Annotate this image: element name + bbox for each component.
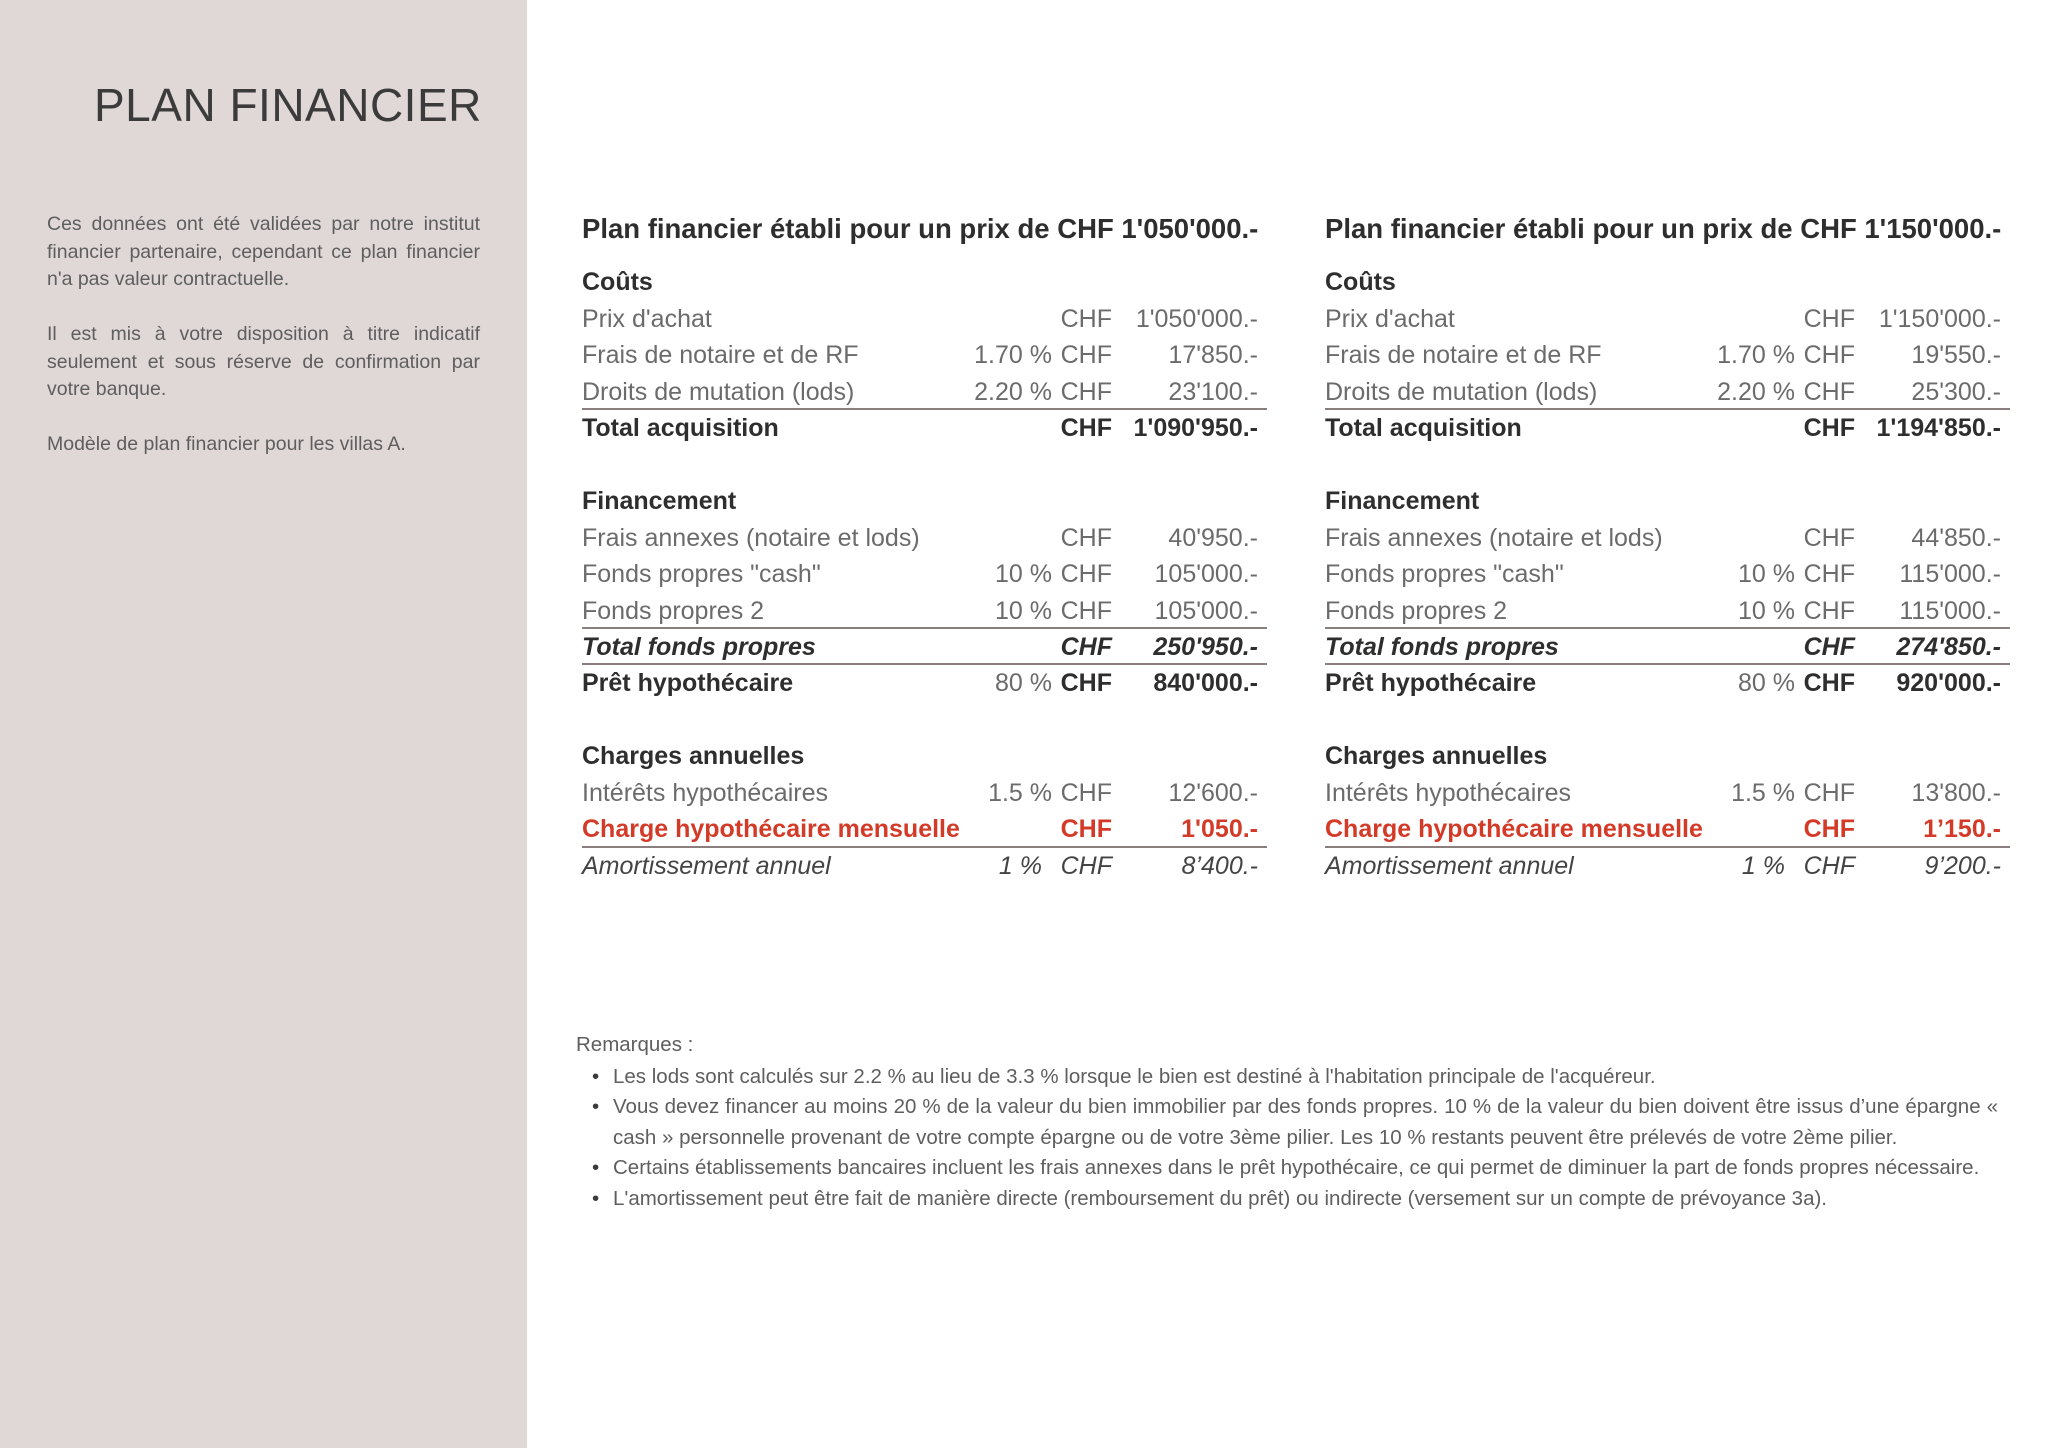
row-label: Frais de notaire et de RF [582,341,859,370]
row-prix-achat [1325,301,2010,338]
row-currency: CHF [1803,596,1855,625]
section-title-charges: Charges annuelles [1325,742,1548,771]
row-label: Fonds propres 2 [1325,596,1508,625]
remarks-list [576,1062,1998,1215]
row-percent: 10 % [995,596,1052,625]
row-label: Total acquisition [1325,413,1522,442]
row-amount: 250'950.- [1153,632,1258,661]
row-amount: 1'150'000.- [1878,304,2001,333]
row-percent: 2.20 % [974,377,1052,406]
row-charge-mensuelle [582,811,1267,847]
row-label: Frais annexes (notaire et lods) [582,523,920,552]
row-percent: 10 % [1738,596,1795,625]
row-droits-mutation [582,374,1267,410]
row-label: Frais annexes (notaire et lods) [1325,523,1663,552]
row-amortissement [582,848,1267,885]
financial-plan-2 [1325,210,2010,884]
row-label: Charge hypothécaire mensuelle [1325,815,1703,844]
row-fonds-propres-2 [1325,593,2010,629]
row-amount: 274'850.- [1896,632,2001,661]
row-charge-mensuelle [1325,811,2010,847]
row-currency: CHF [1803,815,1855,844]
row-label: Prêt hypothécaire [582,669,794,698]
remarks-title: Remarques : [576,1033,694,1056]
row-frais-notaire [1325,337,2010,374]
row-currency: CHF [1803,632,1855,661]
row-amount: 105'000.- [1154,560,1258,589]
row-currency: CHF [1803,778,1855,807]
row-currency: CHF [1803,523,1855,552]
row-currency: CHF [1803,413,1855,442]
row-prix-achat [582,301,1267,338]
row-label: Intérêts hypothécaires [582,778,828,807]
row-percent: 2.20 % [1717,377,1795,406]
list-item: • L'amortissement peut être fait de manière directe (remboursement du prêt) ou indirecte (versement sur un compte de prévoyance 3a). [576,1184,1998,1215]
section-title-charges: Charges annuelles [582,742,805,771]
section-title-couts: Coûts [582,268,653,296]
section-title-couts: Coûts [1325,268,1396,296]
spacer [582,446,1267,483]
row-percent: 1.5 % [1731,778,1795,807]
row-percent: 1 % [998,851,1042,880]
row-currency: CHF [1060,413,1112,442]
row-amortissement [1325,848,2010,885]
row-amount: 1'050'000.- [1135,304,1258,333]
row-currency: CHF [1060,815,1112,844]
row-currency: CHF [1060,304,1112,333]
row-currency: CHF [1803,669,1855,698]
plan-heading: Plan financier établi pour un prix de CHF 1'050'000.- [582,213,1259,244]
list-item: • Certains établissements bancaires incluent les frais annexes dans le prêt hypothécaire, ce qui permet de diminuer la part de fonds propres nécessaire. [576,1153,1998,1184]
row-amount: 840'000.- [1153,669,1258,698]
row-percent: 80 % [995,669,1052,698]
row-currency: CHF [1803,560,1855,589]
sidebar-disclaimer [47,211,480,486]
row-label: Prêt hypothécaire [1325,669,1537,698]
row-percent: 1.5 % [988,778,1052,807]
row-currency: CHF [1060,851,1112,880]
row-amount: 19'550.- [1911,341,2001,370]
spacer [582,702,1267,739]
row-label: Fonds propres "cash" [582,560,821,589]
row-droits-mutation [1325,374,2010,410]
row-amount: 8’400.- [1181,851,1258,880]
row-pret-hypothecaire [1325,665,2010,702]
row-label: Droits de mutation (lods) [582,377,855,406]
row-fonds-propres-cash [582,556,1267,593]
row-amount: 1'090'950.- [1133,413,1258,442]
spacer [1325,702,2010,739]
row-currency: CHF [1803,304,1855,333]
sidebar [0,0,527,1448]
row-currency: CHF [1060,669,1112,698]
sidebar-paragraph: Modèle de plan financier pour les villas A. [47,433,406,455]
row-amount: 12'600.- [1168,778,1258,807]
page-title: PLAN FINANCIER [94,79,482,131]
row-amount: 105'000.- [1154,596,1258,625]
row-amount: 9’200.- [1924,851,2001,880]
row-label: Amortissement annuel [582,851,831,880]
sidebar-paragraph: Ces données ont été validées par notre institut financier partenaire, cependant ce plan financier n'a pas valeur contractuelle. [47,213,480,290]
row-currency: CHF [1060,341,1112,370]
row-amount: 40'950.- [1168,523,1258,552]
financial-plan-1 [582,210,1267,884]
row-label: Charge hypothécaire mensuelle [582,815,960,844]
row-pret-hypothecaire [582,665,1267,702]
spacer [1325,446,2010,483]
row-total-fonds-propres [1325,629,2010,665]
row-percent: 80 % [1738,669,1795,698]
row-frais-annexes [1325,520,2010,557]
row-amount: 23'100.- [1168,377,1258,406]
row-label: Total fonds propres [582,632,816,661]
row-amount: 1'194'850.- [1876,413,2001,442]
row-amount: 1'050.- [1181,815,1258,844]
row-percent: 10 % [995,560,1052,589]
sidebar-paragraph: Il est mis à votre disposition à titre indicatif seulement et sous réserve de confirmation par votre banque. [47,323,480,400]
plan-heading: Plan financier établi pour un prix de CHF 1'150'000.- [1325,213,2002,244]
row-label: Total acquisition [582,413,779,442]
row-currency: CHF [1060,377,1112,406]
row-total-acquisition [1325,410,2010,447]
row-amount: 25'300.- [1911,377,2001,406]
row-label: Total fonds propres [1325,632,1559,661]
row-currency: CHF [1803,851,1855,880]
row-fonds-propres-2 [582,593,1267,629]
row-frais-notaire [582,337,1267,374]
row-label: Intérêts hypothécaires [1325,778,1571,807]
row-interets [1325,775,2010,812]
list-item: • Vous devez financer au moins 20 % de la valeur du bien immobilier par des fonds propres. 10 % de la valeur du bien doivent être issus d’une épargne « cash » personnelle provenant de votre compte épargne ou de votre 3ème pilier. Les 10 % restants peuvent être prélevés de votre 2ème pilier. [576,1092,1998,1153]
row-currency: CHF [1060,778,1112,807]
section-title-financement: Financement [582,487,737,516]
row-label: Droits de mutation (lods) [1325,377,1598,406]
row-amount: 115'000.- [1899,596,2001,625]
row-amount: 115'000.- [1899,560,2001,589]
row-label: Prix d'achat [582,304,712,333]
row-amount: 44'850.- [1911,523,2001,552]
row-label: Frais de notaire et de RF [1325,341,1602,370]
row-currency: CHF [1060,523,1112,552]
row-total-fonds-propres [582,629,1267,665]
section-title-financement: Financement [1325,487,1480,516]
row-label: Prix d'achat [1325,304,1455,333]
row-amount: 920'000.- [1896,669,2001,698]
remarks [576,1030,1998,1214]
row-frais-annexes [582,520,1267,557]
row-currency: CHF [1060,632,1112,661]
list-item: • Les lods sont calculés sur 2.2 % au lieu de 3.3 % lorsque le bien est destiné à l'habitation principale de l'acquéreur. [576,1062,1998,1093]
row-label: Amortissement annuel [1325,851,1574,880]
row-total-acquisition [582,410,1267,447]
row-percent: 10 % [1738,560,1795,589]
row-interets [582,775,1267,812]
row-amount: 1’150.- [1923,815,2001,844]
row-amount: 13'800.- [1911,778,2001,807]
row-label: Fonds propres 2 [582,596,765,625]
row-currency: CHF [1803,377,1855,406]
row-currency: CHF [1803,341,1855,370]
row-amount: 17'850.- [1168,341,1258,370]
row-fonds-propres-cash [1325,556,2010,593]
row-currency: CHF [1060,560,1112,589]
row-percent: 1 % [1741,851,1785,880]
row-percent: 1.70 % [974,341,1052,370]
row-percent: 1.70 % [1717,341,1795,370]
row-label: Fonds propres "cash" [1325,560,1564,589]
row-currency: CHF [1060,596,1112,625]
